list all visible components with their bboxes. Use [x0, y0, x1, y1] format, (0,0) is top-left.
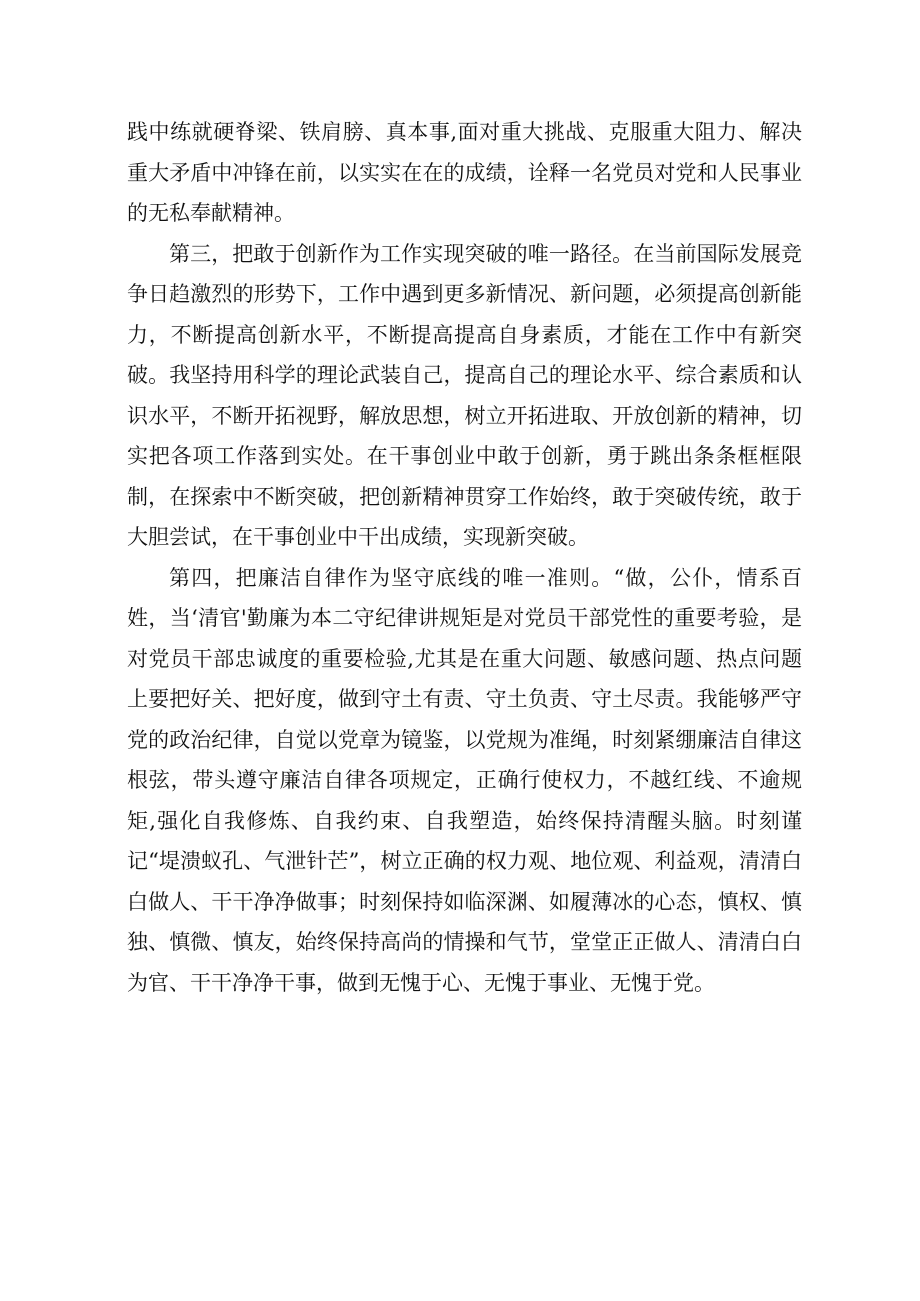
document-body	[127, 112, 802, 1003]
paragraph-fourth-point: 第四，把廉洁自律作为坚守底线的唯一准则。“做，公仆，情系百姓，当‘清官'勤廉为本二守纪律讲规矩是对党员干部党性的重要考验，是对党员干部忠诚度的重要检验,尤其是在重大问题、敏感问题、热点问题上要把好关、把好度，做到守土有责、守土负责、守土尽责。我能够严守党的政治纪律，自觉以党章为镜鉴，以党规为准绳，时刻紧绷廉洁自律这根弦，带头遵守廉洁自律各项规定，正确行使权力，不越红线、不逾规矩,强化自我修炼、自我约束、自我塑造，始终保持清醒头脑。时刻谨记“堤溃蚁孔、气泄针芒”，树立正确的权力观、地位观、利益观，清清白白做人、干干净净做事；时刻保持如临深渊、如履薄冰的心态，慎权、慎独、慎微、慎友，始终保持高尚的情操和气节，堂堂正正做人、清清白白为官、干干净净干事，做到无愧于心、无愧于事业、无愧于党。	[127, 565, 802, 995]
paragraph-continuation: 践中练就硬脊梁、铁肩膀、真本事,面对重大挑战、克服重大阻力、解决重大矛盾中冲锋在前，以实实在在的成绩，诠释一名党员对党和人民事业的无私奉献精神。	[127, 120, 802, 225]
paragraph-third-point: 第三，把敢于创新作为工作实现突破的唯一路径。在当前国际发展竞争日趋激烈的形势下，工作中遇到更多新情况、新问题，必须提高创新能力，不断提高创新水平，不断提高提高自身素质，才能在工作中有新突破。我坚持用科学的理论武装自己，提高自己的理论水平、综合素质和认识水平，不断开拓视野，解放思想，树立开拓进取、开放创新的精神，切实把各项工作落到实处。在干事创业中敢于创新，勇于跳出条条框框限制，在探索中不断突破，把创新精神贯穿工作始终，敢于突破传统，敢于大胆尝试，在干事创业中干出成绩，实现新突破。	[127, 241, 802, 549]
